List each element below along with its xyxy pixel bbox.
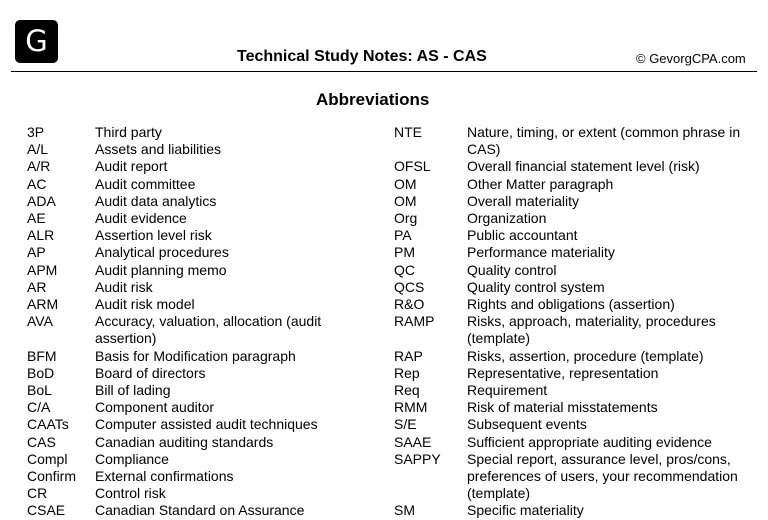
abbreviation-term: Org [394, 210, 418, 227]
section-title: Abbreviations [316, 90, 430, 109]
abbreviation-term: SAAE [394, 433, 432, 450]
abbreviation-definition: Compliance [95, 450, 169, 467]
abbreviation-term: ADA [27, 192, 56, 209]
abbreviation-entry [27, 416, 367, 433]
abbreviation-term: 3P [27, 124, 45, 140]
abbreviation-term: BoD [27, 364, 55, 381]
abbreviation-definition: Bill of lading [95, 382, 171, 399]
document-title: Technical Study Notes: AS - CAS [237, 48, 487, 65]
abbreviation-term: AE [27, 210, 46, 227]
abbreviation-entry [394, 348, 764, 365]
abbreviation-definition: Audit committee [95, 175, 196, 192]
abbreviation-definition: Computer assisted audit techniques [95, 416, 318, 433]
abbreviation-entry [394, 296, 764, 313]
abbreviation-entry [394, 399, 764, 416]
abbreviation-entry [394, 502, 764, 519]
abbreviation-definition: Audit planning memo [95, 261, 227, 278]
abbreviation-term: R&O [394, 296, 425, 313]
abbreviation-definition: Accuracy, valuation, allocation (audit assertion) [95, 313, 322, 347]
abbreviation-term: SM [394, 502, 415, 519]
abbreviation-definition: Third party [95, 124, 162, 140]
abbreviation-entry [27, 502, 367, 519]
abbreviation-definition: Requirement [467, 382, 548, 399]
abbreviation-term: QC [394, 261, 415, 278]
abbreviation-entry [27, 262, 367, 279]
abbreviation-term: BoL [27, 382, 52, 399]
abbreviation-entry [27, 176, 367, 193]
abbreviation-entry [394, 313, 764, 347]
abbreviation-term: Confirm [27, 468, 77, 485]
abbreviation-entry [27, 399, 367, 416]
abbreviation-definition: Specific materiality [467, 502, 584, 519]
abbreviation-entry [394, 193, 764, 210]
abbreviation-entry [27, 124, 367, 141]
abbreviation-term: Rep [394, 364, 420, 381]
abbreviation-entry [394, 227, 764, 244]
abbreviation-entry [394, 124, 764, 158]
abbreviation-definition: Public accountant [467, 227, 578, 244]
abbreviation-definition: Board of directors [95, 364, 206, 381]
abbreviations-right-column [394, 124, 764, 520]
abbreviation-term: AR [27, 278, 47, 295]
abbreviation-definition: Risks, approach, materiality, procedures (template) [467, 313, 716, 347]
abbreviation-definition: Component auditor [95, 399, 215, 416]
abbreviation-entry [27, 434, 367, 451]
abbreviation-entry [27, 141, 367, 158]
abbreviation-term: Req [394, 382, 420, 399]
abbreviation-entry [27, 348, 367, 365]
abbreviation-entry [394, 382, 764, 399]
abbreviation-term: CSAE [27, 502, 66, 519]
abbreviation-term: NTE [394, 124, 422, 140]
abbreviation-entry [27, 382, 367, 399]
abbreviation-entry [394, 279, 764, 296]
abbreviations-left-column [27, 124, 367, 520]
abbreviation-definition: Other Matter paragraph [467, 175, 614, 192]
abbreviation-term: QCS [394, 278, 425, 295]
abbreviation-term: OM [394, 175, 417, 192]
abbreviation-entry [394, 176, 764, 193]
abbreviation-term: CAATs [27, 416, 69, 433]
copyright-notice: © GevorgCPA.com [636, 51, 746, 66]
abbreviation-entry [394, 158, 764, 175]
abbreviation-term: PM [394, 244, 415, 261]
abbreviation-term: BFM [27, 347, 57, 364]
abbreviation-term: AC [27, 175, 47, 192]
abbreviation-term: APM [27, 261, 58, 278]
abbreviation-definition: Nature, timing, or extent (common phrase in CAS) [467, 124, 741, 158]
abbreviation-entry [27, 485, 367, 502]
abbreviation-definition: Audit risk [95, 278, 153, 295]
abbreviation-entry [394, 210, 764, 227]
abbreviation-definition: Performance materiality [467, 244, 615, 261]
abbreviation-term: OM [394, 192, 417, 209]
abbreviation-entry [27, 365, 367, 382]
abbreviation-entry [394, 365, 764, 382]
abbreviation-definition: Assets and liabilities [95, 141, 222, 158]
abbreviation-entry [27, 210, 367, 227]
gevorgcpa-logo: G [15, 20, 58, 63]
abbreviation-definition: Canadian auditing standards [95, 433, 274, 450]
abbreviation-definition: Audit risk model [95, 296, 195, 313]
abbreviation-definition: Quality control [467, 261, 557, 278]
abbreviation-entry [27, 244, 367, 261]
abbreviation-definition: Basis for Modification paragraph [95, 347, 296, 364]
abbreviation-term: ALR [27, 227, 55, 244]
abbreviation-entry [394, 434, 764, 451]
abbreviation-definition: Quality control system [467, 278, 605, 295]
abbreviation-definition: Control risk [95, 485, 166, 502]
abbreviation-term: A/R [27, 158, 51, 175]
abbreviation-definition: Analytical procedures [95, 244, 229, 261]
abbreviation-entry [27, 193, 367, 210]
abbreviation-definition: External confirmations [95, 468, 234, 485]
abbreviation-term: AVA [27, 313, 53, 330]
abbreviation-definition: Overall financial statement level (risk) [467, 158, 700, 175]
abbreviation-term: A/L [27, 141, 49, 158]
abbreviation-entry [394, 451, 764, 503]
abbreviation-term: S/E [394, 416, 417, 433]
abbreviation-entry [394, 244, 764, 261]
abbreviation-entry [27, 313, 367, 347]
abbreviation-definition: Overall materiality [467, 192, 580, 209]
abbreviation-entry [27, 158, 367, 175]
abbreviation-term: ARM [27, 296, 59, 313]
abbreviation-definition: Audit report [95, 158, 168, 175]
abbreviation-definition: Rights and obligations (assertion) [467, 296, 675, 313]
abbreviation-entry [394, 262, 764, 279]
abbreviation-definition: Assertion level risk [95, 227, 212, 244]
abbreviation-entry [27, 451, 367, 468]
abbreviation-entry [27, 279, 367, 296]
abbreviation-term: Compl [27, 450, 68, 467]
abbreviation-term: RAMP [394, 313, 435, 330]
abbreviation-entry [27, 227, 367, 244]
abbreviation-definition: Organization [467, 210, 547, 227]
abbreviation-term: PA [394, 227, 412, 244]
abbreviation-term: RMM [394, 399, 428, 416]
abbreviation-definition: Risks, assertion, procedure (template) [467, 347, 704, 364]
abbreviation-definition: Representative, representation [467, 364, 659, 381]
abbreviation-term: CAS [27, 433, 56, 450]
abbreviation-definition: Sufficient appropriate auditing evidence [467, 433, 712, 450]
header-divider [11, 71, 757, 72]
abbreviation-definition: Special report, assurance level, pros/cons, preferences of users, your recommendation (template) [467, 450, 738, 502]
abbreviation-term: OFSL [394, 158, 431, 175]
abbreviation-definition: Canadian Standard on Assurance [95, 502, 305, 519]
abbreviation-definition: Subsequent events [467, 416, 587, 433]
abbreviation-term: SAPPY [394, 450, 441, 467]
abbreviation-definition: Audit evidence [95, 210, 187, 227]
abbreviation-definition: Audit data analytics [95, 192, 217, 209]
abbreviation-term: C/A [27, 399, 51, 416]
abbreviation-term: RAP [394, 347, 423, 364]
abbreviation-term: AP [27, 244, 46, 261]
abbreviation-entry [394, 416, 764, 433]
abbreviation-definition: Risk of material misstatements [467, 399, 658, 416]
abbreviation-entry [27, 296, 367, 313]
abbreviation-term: CR [27, 485, 48, 502]
abbreviation-entry [27, 468, 367, 485]
